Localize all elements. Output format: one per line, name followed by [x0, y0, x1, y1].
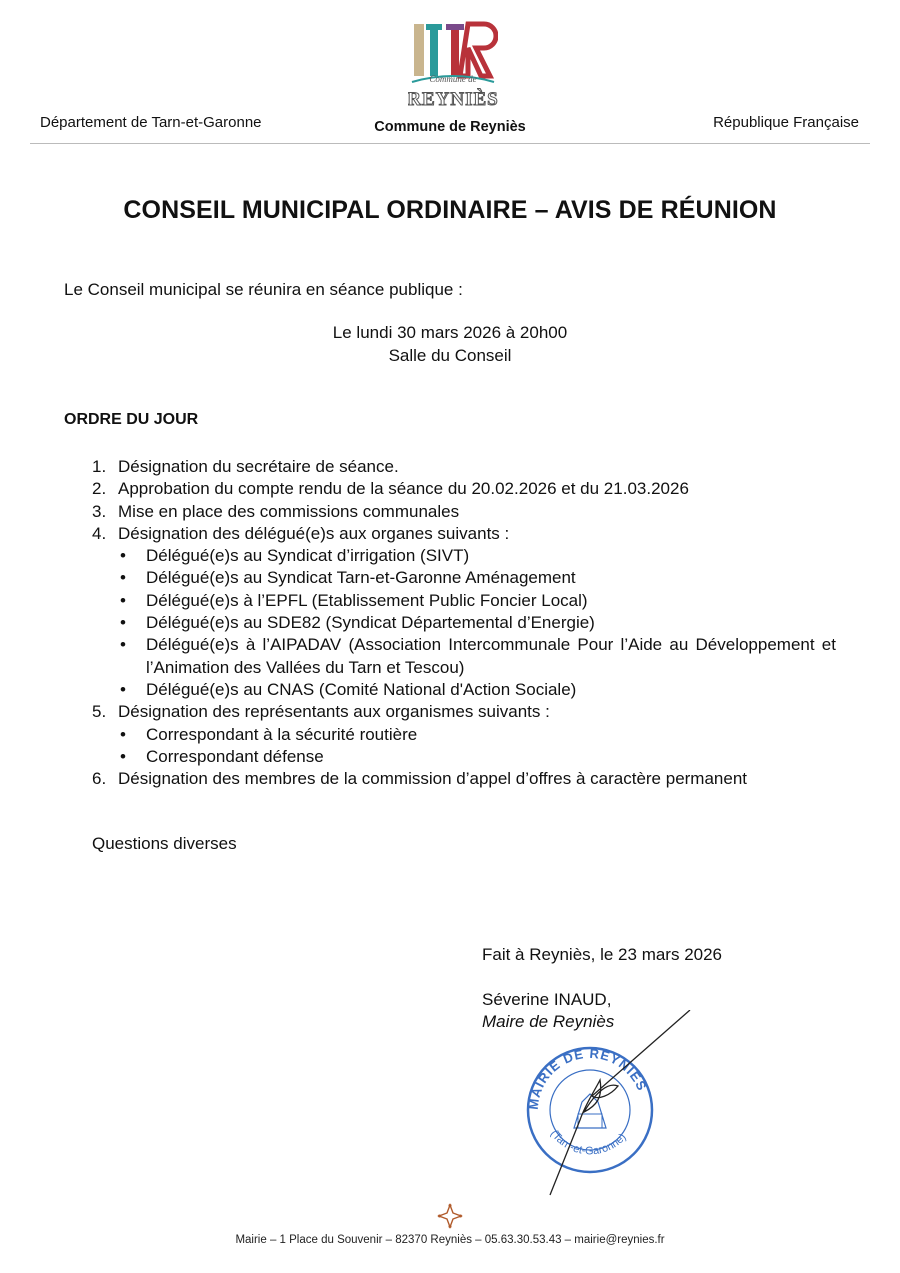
agenda-subitem-text: Délégué(e)s au Syndicat Tarn-et-Garonne Aménagement — [146, 568, 576, 588]
agenda-item — [92, 701, 836, 768]
agenda-subitem — [118, 590, 836, 612]
agenda-subitem — [118, 612, 836, 634]
agenda-subitem — [118, 724, 836, 746]
agenda-item-text: Mise en place des commissions communales — [118, 501, 460, 521]
logo-text-main: REYNIÈS — [408, 89, 498, 110]
agenda-subitem-text: Correspondant défense — [146, 746, 324, 766]
agenda-subitem-text: Délégué(e)s à l’EPFL (Etablissement Public Foncier Local) — [146, 590, 588, 610]
agenda-subitem-text: Délégué(e)s au CNAS (Comité National d'Action Sociale) — [146, 679, 577, 699]
bullet-icon: • — [120, 568, 126, 588]
page-title: CONSEIL MUNICIPAL ORDINAIRE – AVIS DE RÉUNION — [123, 196, 777, 224]
agenda-item — [92, 501, 836, 523]
agenda-sublist — [118, 545, 836, 701]
agenda-item-text: Désignation des membres de la commission d’appel d’offres à caractère permanent — [118, 769, 748, 789]
agenda-item-number: 3. — [92, 501, 107, 521]
mayor-role: Maire de Reyniès — [482, 1012, 615, 1031]
stamp-text-top: MAIRIE DE REYNIES — [525, 1045, 650, 1111]
agenda-subitem — [118, 634, 836, 679]
bullet-icon: • — [120, 613, 126, 633]
bullet-icon: • — [120, 590, 126, 610]
occitan-cross-icon — [437, 1203, 463, 1229]
agenda-item — [92, 478, 836, 500]
place-date: Fait à Reyniès, le 23 mars 2026 — [482, 945, 723, 964]
agenda-item — [92, 523, 836, 701]
agenda-item-number: 1. — [92, 457, 107, 476]
bullet-icon: • — [120, 635, 126, 655]
mayor-name: Séverine INAUD, — [482, 990, 612, 1009]
header-republic: République Française — [713, 114, 859, 131]
agenda-item-text: Approbation du compte rendu de la séance du 20.02.2026 et du 21.03.2026 — [118, 479, 689, 499]
agenda-subitem — [118, 746, 836, 768]
bullet-icon: • — [120, 746, 126, 766]
agenda-item-number: 6. — [92, 769, 107, 789]
agenda-item-number: 2. — [92, 479, 107, 499]
agenda-item — [92, 768, 836, 790]
header-department: Département de Tarn-et-Garonne — [40, 114, 262, 131]
agenda-list — [92, 456, 836, 790]
logo-text-top: Commune de — [429, 74, 477, 84]
commune-logo — [408, 20, 498, 112]
meeting-place: Salle du Conseil — [388, 346, 512, 365]
agenda-subitem-text: Délégué(e)s à l’AIPADAV (Association Intercommunale Pour l’Aide au Développement et l’Animation des Vallées du Tarn et Tescou) — [146, 635, 836, 677]
bullet-icon: • — [120, 724, 126, 744]
agenda-subitem-text: Délégué(e)s au SDE82 (Syndicat Départemental d’Energie) — [146, 613, 595, 633]
agenda-subitem — [118, 679, 836, 701]
header-commune: Commune de Reyniès — [374, 119, 526, 135]
questions-diverses: Questions diverses — [92, 834, 237, 853]
svg-text:MAIRIE DE REYNIES — [526, 1046, 650, 1111]
bullet-icon: • — [120, 546, 126, 566]
bullet-icon: • — [120, 679, 126, 699]
agenda-item-number: 4. — [92, 523, 107, 543]
agenda-subitem — [118, 545, 836, 567]
footer-contact: Mairie – 1 Place du Souvenir – 82370 Reyniès – 05.63.30.53.43 – mairie@reynies.fr — [235, 1234, 665, 1246]
meeting-date: Le lundi 30 mars 2026 à 20h00 — [332, 323, 568, 342]
header-divider — [30, 143, 870, 144]
agenda-sublist — [118, 724, 836, 769]
svg-text:(Tarn-et-Garonne) — [548, 1128, 629, 1157]
stamp-text-bottom: (Tarn-et-Garonne) — [547, 1127, 629, 1158]
agenda-item-number: 5. — [92, 702, 107, 722]
agenda-subitem-text: Correspondant à la sécurité routière — [146, 724, 418, 744]
agenda-heading: ORDRE DU JOUR — [64, 411, 199, 428]
agenda-item-text: Désignation des représentants aux organismes suivants : — [118, 702, 550, 722]
official-stamp — [500, 1010, 700, 1210]
agenda-item-text: Désignation du secrétaire de séance. — [118, 457, 399, 476]
intro-text: Le Conseil municipal se réunira en séance publique : — [64, 280, 463, 299]
agenda-subitem — [118, 567, 836, 589]
agenda-subitem-text: Délégué(e)s au Syndicat d’irrigation (SIVT) — [146, 546, 470, 566]
agenda-item-text: Désignation des délégué(e)s aux organes suivants : — [118, 523, 510, 543]
agenda-item — [92, 456, 836, 478]
